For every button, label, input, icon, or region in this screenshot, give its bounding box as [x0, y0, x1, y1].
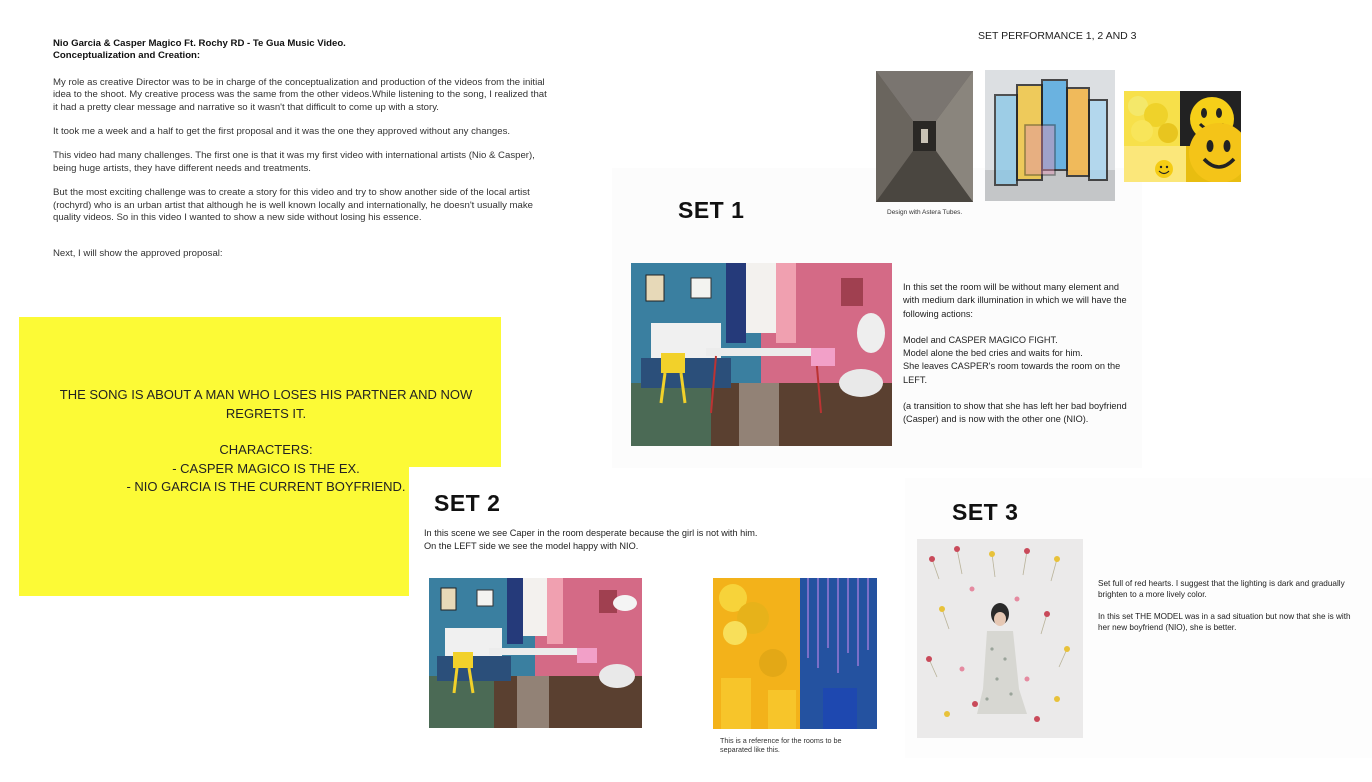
glass-panels-reference-image [985, 70, 1115, 201]
character-nio: - NIO GARCIA IS THE CURRENT BOYFRIEND. [126, 479, 406, 494]
set3-description [1098, 578, 1362, 634]
set2-label: SET 2 [434, 490, 501, 516]
intro-paragraph-5: Next, I will show the approved proposal: [53, 248, 223, 260]
set1-description [903, 281, 1133, 427]
intro-title-line2: Conceptualization and Creation: [53, 50, 201, 62]
set1-room-image [631, 263, 892, 446]
split-room-caption: This is a reference for the rooms to be separated like this. [720, 736, 842, 754]
smiley-collage-reference-image [1124, 91, 1241, 182]
tunnel-reference-image [876, 71, 973, 202]
set1-action-1: Model and CASPER MAGICO FIGHT. [903, 334, 1058, 345]
intro-title-line1: Nio Garcia & Casper Magico Ft. Rochy RD - Te Gua Music Video. [53, 38, 346, 49]
set2-room-image [429, 578, 642, 728]
set2-line-2: On the LEFT side we see the model happy with NIO. [424, 541, 639, 552]
intro-paragraph-4: But the most exciting challenge was to create a story for this video and try to show another side of the local artist (rochyrd) who is an urban artist that although he is well known locally and internationally, he doesn't usually make quality videos. So in this video I wanted to show a new side without losing his essence. [53, 187, 534, 224]
astera-caption: Design with Astera Tubes. [887, 209, 963, 216]
intro-title [53, 38, 553, 63]
set1-action-3: She leaves CASPER's room towards the room on the LEFT. [903, 361, 1121, 385]
intro-paragraph-2: It took me a week and a half to get the first proposal and it was the one they approved without any changes. [53, 126, 511, 138]
set2-line-1: In this scene we see Caper in the room desperate because the girl is not with him. [424, 528, 758, 538]
intro-paragraph-3: This video had many challenges. The first one is that it was my first video with international artists (Nio & Casper), being huge artists, they have different needs and treatments. [53, 150, 535, 174]
intro-text-block [53, 38, 553, 273]
characters-title: CHARACTERS: [219, 442, 313, 457]
set2-description [424, 527, 844, 554]
set1-action-2: Model alone the bed cries and waits for him. [903, 348, 1083, 359]
song-box-text [46, 386, 486, 497]
set3-desc-1: Set full of red hearts. I suggest that the lighting is dark and gradually brighten to a more lively color. [1098, 579, 1345, 600]
set3-desc-2: In this set THE MODEL was in a sad situation but now that she is with her new boyfriend (NIO), she is better. [1098, 611, 1351, 633]
set1-transition-note: (a transition to show that she has left her bad boyfriend (Casper) and is now with the other one (NIO). [903, 401, 1127, 425]
set-performance-title: SET PERFORMANCE 1, 2 AND 3 [978, 30, 1137, 42]
set3-hearts-image [917, 539, 1083, 738]
set3-label: SET 3 [952, 499, 1019, 525]
split-room-reference-image [713, 578, 877, 729]
character-casper: - CASPER MAGICO IS THE EX. [172, 460, 360, 476]
intro-paragraph-1: My role as creative Director was to be in charge of the conceptualization and production of the videos from the initial idea to the shoot. My creative process was the same from the other videos.While listening to the song, I realized that it had a pretty clear message and narrative so it wasn't that difficult to come up with a story. [53, 76, 547, 113]
set1-label: SET 1 [678, 197, 745, 223]
song-description: THE SONG IS ABOUT A MAN WHO LOSES HIS PARTNER AND NOW REGRETS IT. [59, 387, 473, 421]
set1-desc-intro: In this set the room will be without many element and with medium dark illumination in which we will have the following actions: [903, 282, 1127, 319]
